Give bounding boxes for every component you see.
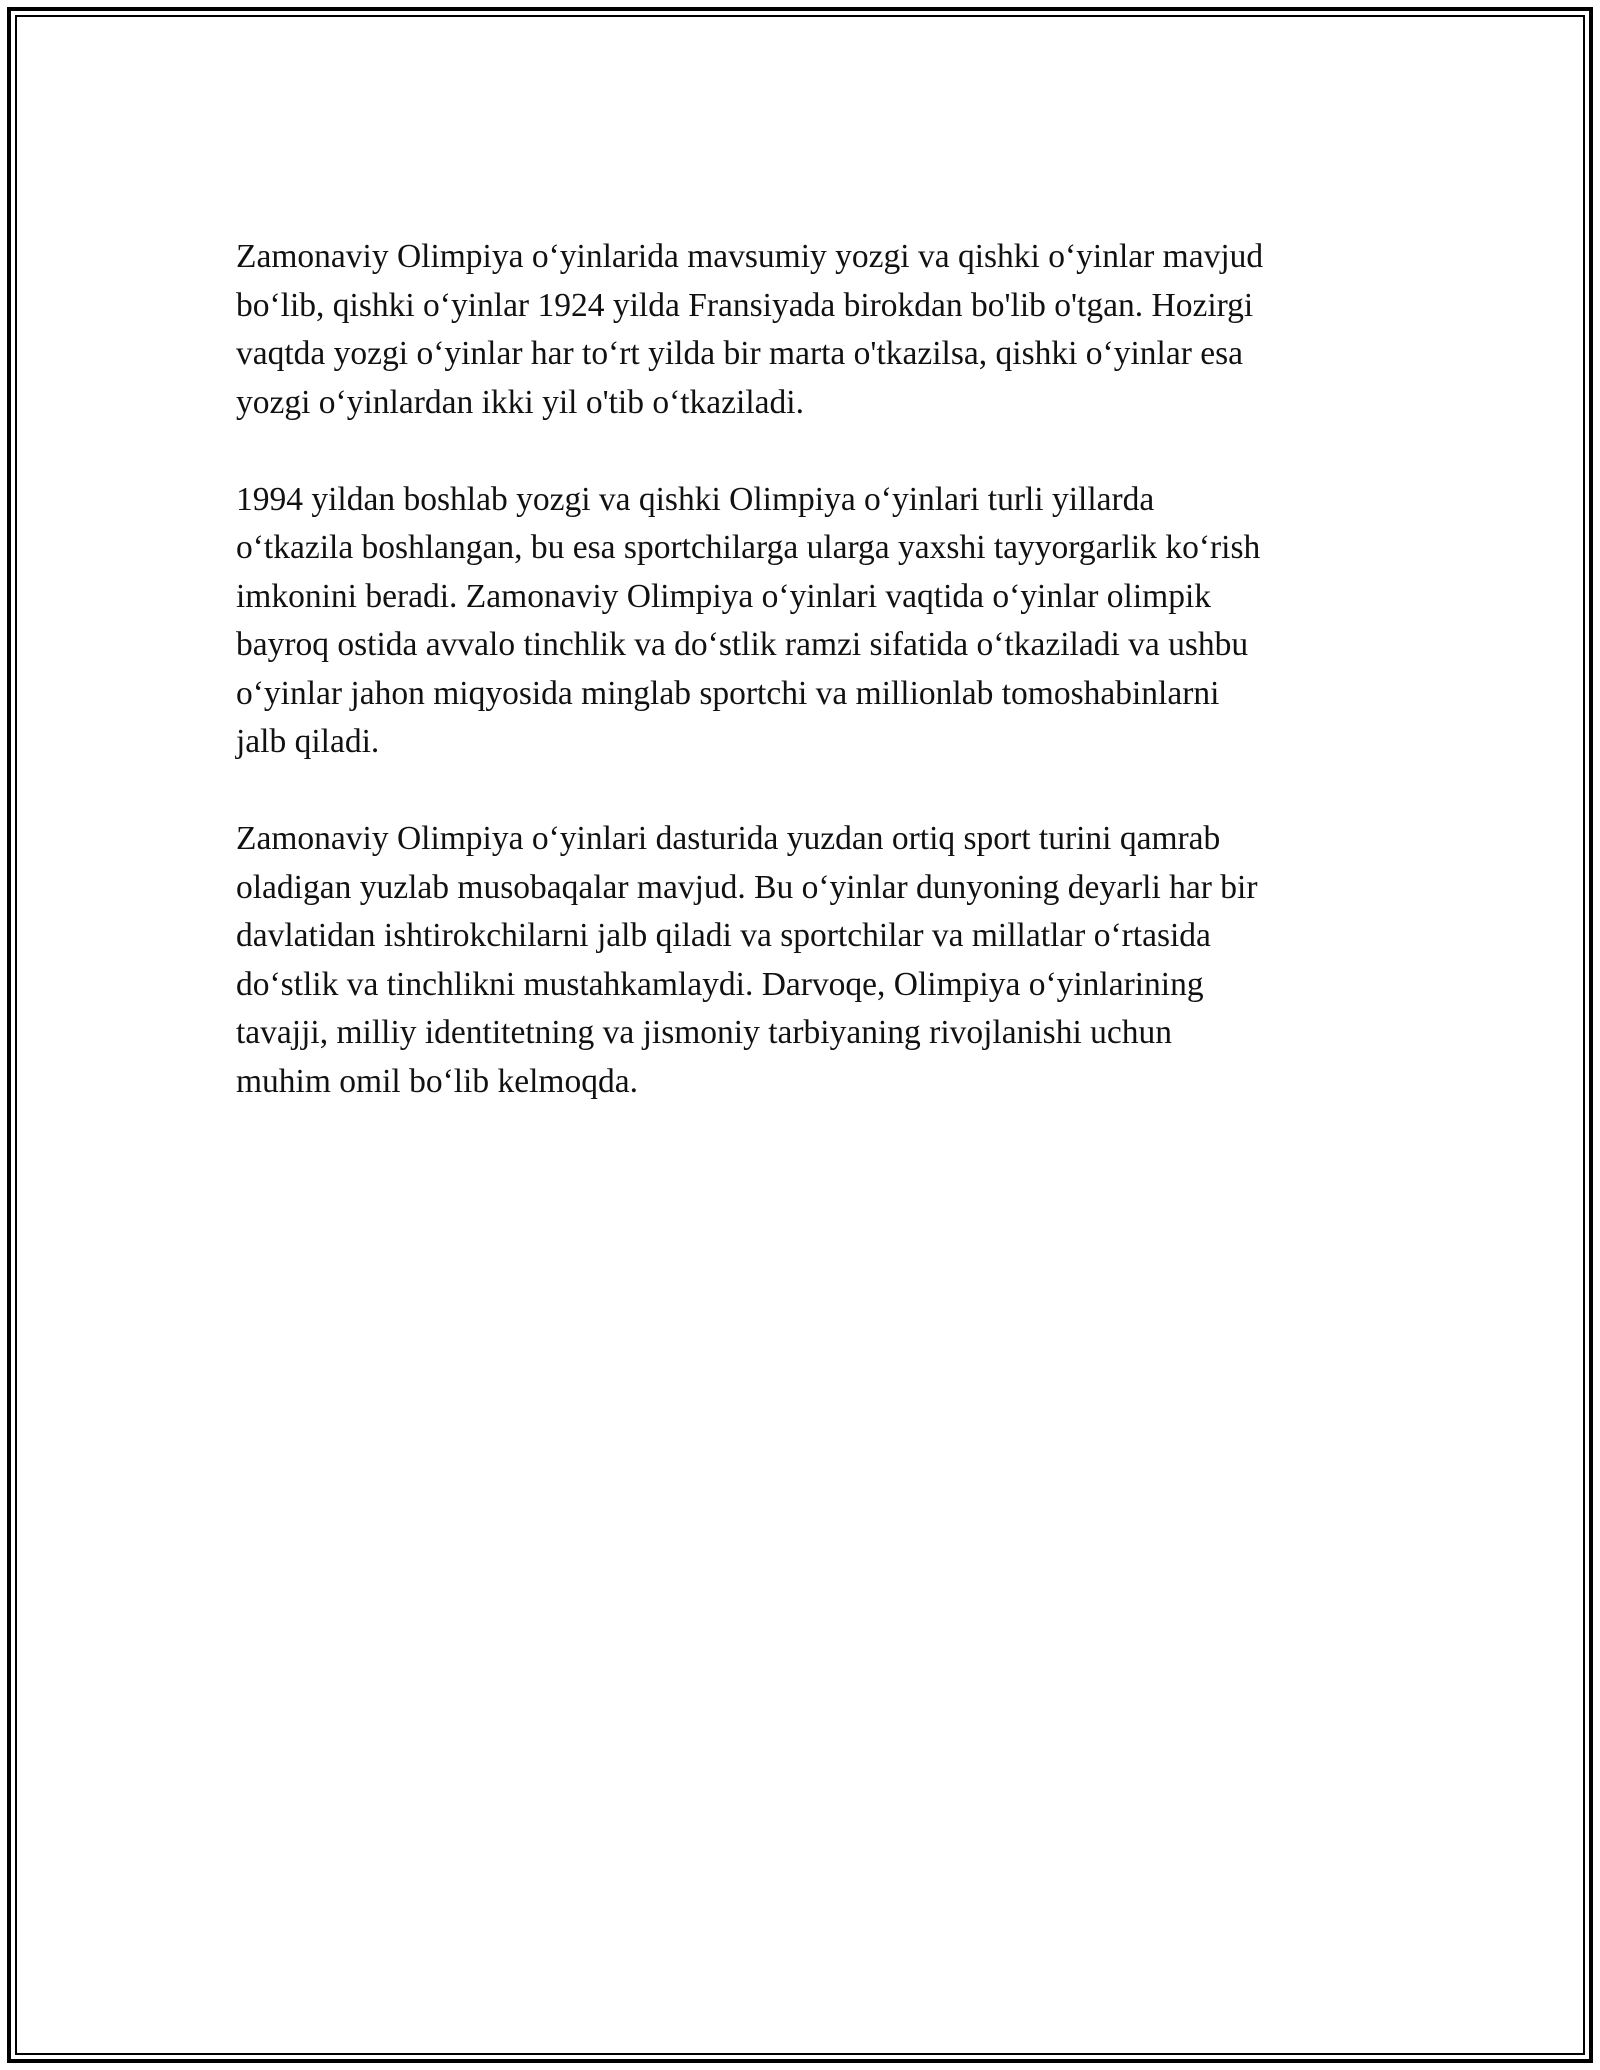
paragraph-line: bayroq ostida avvalo tinchlik va do‘stlik ramzi sifatida o‘tkaziladi va ushbu bbox=[236, 626, 1249, 663]
paragraph-1 bbox=[236, 233, 1376, 427]
paragraph-line: yozgi o‘yinlardan ikki yil o'tib o‘tkaziladi. bbox=[236, 383, 804, 421]
paragraph-line: davlatidan ishtirokchilarni jalb qiladi va sportchilar va millatlar o‘rtasida bbox=[236, 917, 1211, 954]
paragraph-line: Zamonaviy Olimpiya o‘yinlarida mavsumiy yozgi va qishki o‘yinlar mavjud bbox=[236, 238, 1264, 275]
paragraph-line: oladigan yuzlab musobaqalar mavjud. Bu o‘yinlar dunyoning deyarli har bir bbox=[236, 868, 1258, 906]
document-body bbox=[236, 233, 1376, 1155]
paragraph-line: o‘tkazila boshlangan, bu esa sportchilarga ularga yaxshi tayyorgarlik ko‘rish bbox=[236, 529, 1261, 566]
paragraph-line: imkonini beradi. Zamonaviy Olimpiya o‘yinlari vaqtida o‘yinlar olimpik bbox=[236, 577, 1212, 615]
paragraph-line: muhim omil bo‘lib kelmoqda. bbox=[236, 1062, 638, 1100]
paragraph-line: do‘stlik va tinchlikni mustahkamlaydi. Darvoqe, Olimpiya o‘yinlarining bbox=[236, 965, 1204, 1003]
paragraph-line: 1994 yildan boshlab yozgi va qishki Olimpiya o‘yinlari turli yillarda bbox=[236, 480, 1155, 518]
paragraph-2 bbox=[236, 476, 1376, 767]
paragraph-line: vaqtda yozgi o‘yinlar har to‘rt yilda bir marta o'tkazilsa, qishki o‘yinlar esa bbox=[236, 335, 1243, 372]
paragraph-line: Zamonaviy Olimpiya o‘yinlari dasturida yuzdan ortiq sport turini qamrab bbox=[236, 820, 1221, 857]
paragraph-line: o‘yinlar jahon miqyosida minglab sportchi va millionlab tomoshabinlarni bbox=[236, 674, 1220, 712]
paragraph-3 bbox=[236, 815, 1376, 1106]
paragraph-line: jalb qiladi. bbox=[236, 723, 380, 760]
paragraph-line: tavajji, milliy identitetning va jismoniy tarbiyaning rivojlanishi uchun bbox=[236, 1014, 1173, 1051]
paragraph-line: bo‘lib, qishki o‘yinlar 1924 yilda Fransiyada birokdan bo'lib o'tgan. Hozirgi bbox=[236, 286, 1254, 324]
